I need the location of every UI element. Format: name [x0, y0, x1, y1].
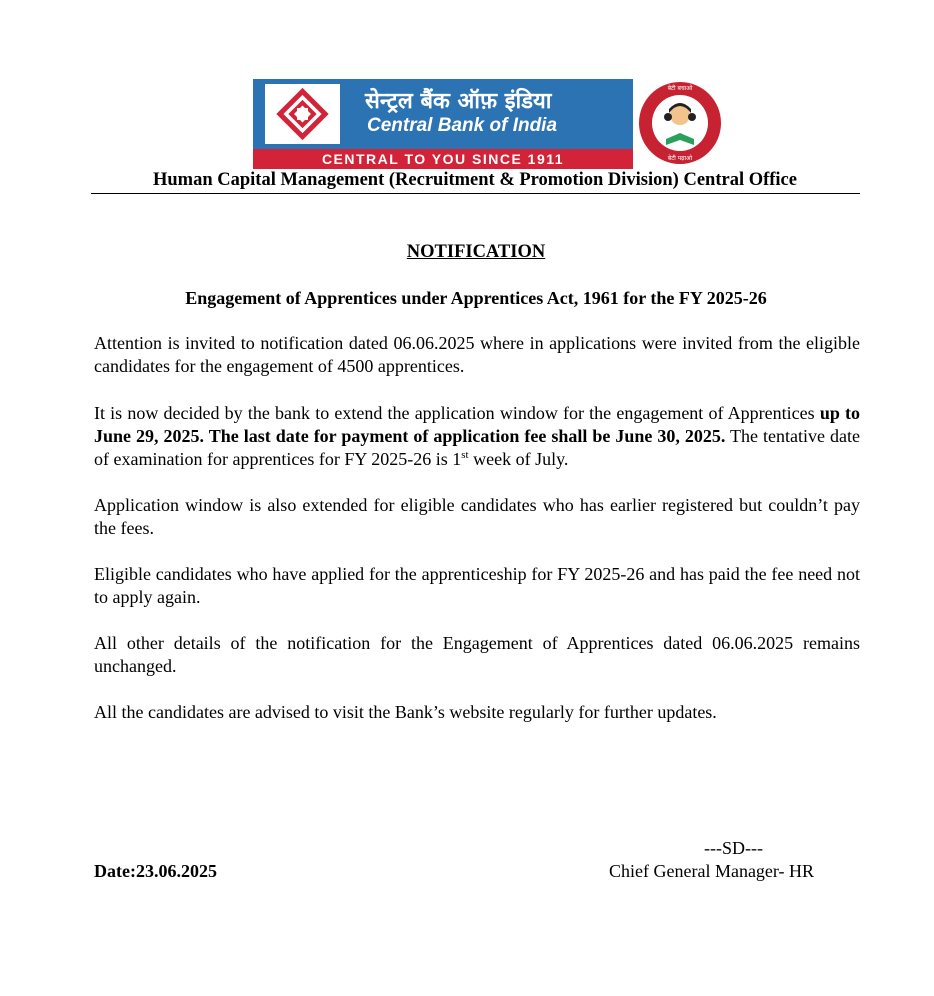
paragraph-5: All other details of the notification for the Engagement of Apprentices dated 06.06.2025 remains unchanged.: [94, 633, 860, 676]
paragraph-2-exam: The tentative date of examination for apprentices for FY 2025-26 is 1: [94, 426, 860, 469]
paragraph-2-ordinal: st: [461, 449, 469, 461]
beti-bachao-badge: [639, 82, 721, 164]
central-bank-logo: [253, 79, 633, 169]
notification-subject: Engagement of Apprentices under Apprentices Act, 1961 for the FY 2025-26: [185, 288, 767, 308]
paragraph-3: Application window is also extended for eligible candidates who has earlier registered but couldn’t pay the fees.: [94, 495, 860, 538]
bank-name-hindi: सेन्ट्रल बैंक ऑफ़ इंडिया: [365, 89, 552, 114]
notification-title: NOTIFICATION: [406, 242, 546, 262]
girl-reading-icon: [652, 95, 708, 151]
paragraph-2: [94, 402, 860, 471]
badge-bottom-text: बेटी पढ़ाओ: [667, 155, 693, 162]
paragraph-6: All the candidates are advised to visit the Bank’s website regularly for further updates.: [94, 702, 717, 722]
badge-top-text: बेटी बचाओ: [667, 85, 693, 92]
bank-emblem-icon: [265, 84, 340, 144]
signature-mark: ---SD---: [704, 838, 763, 858]
notification-date: Date:23.06.2025: [94, 861, 217, 881]
paragraph-2-deadline: up to June 29, 2025. The last date for payment of application fee shall be June 30, 2025.: [94, 403, 861, 446]
signatory-designation: Chief General Manager- HR: [609, 861, 815, 881]
bank-tagline: CENTRAL TO YOU SINCE 1911: [253, 149, 633, 169]
paragraph-4: Eligible candidates who have applied for the apprenticeship for FY 2025-26 and has paid the fee need not to apply again.: [94, 564, 860, 607]
header-divider: [91, 193, 860, 194]
bank-name-english: Central Bank of India: [367, 115, 558, 136]
paragraph-1: Attention is invited to notification dated 06.06.2025 where in applications were invited from the eligible candidates for the engagement of 4500 apprentices.: [94, 333, 860, 376]
office-header: Human Capital Management (Recruitment & Promotion Division) Central Office: [153, 170, 797, 190]
paragraph-2-end: week of July.: [468, 449, 569, 469]
paragraph-2-intro: It is now decided by the bank to extend the application window for the engagement of Apprentices: [94, 403, 820, 423]
